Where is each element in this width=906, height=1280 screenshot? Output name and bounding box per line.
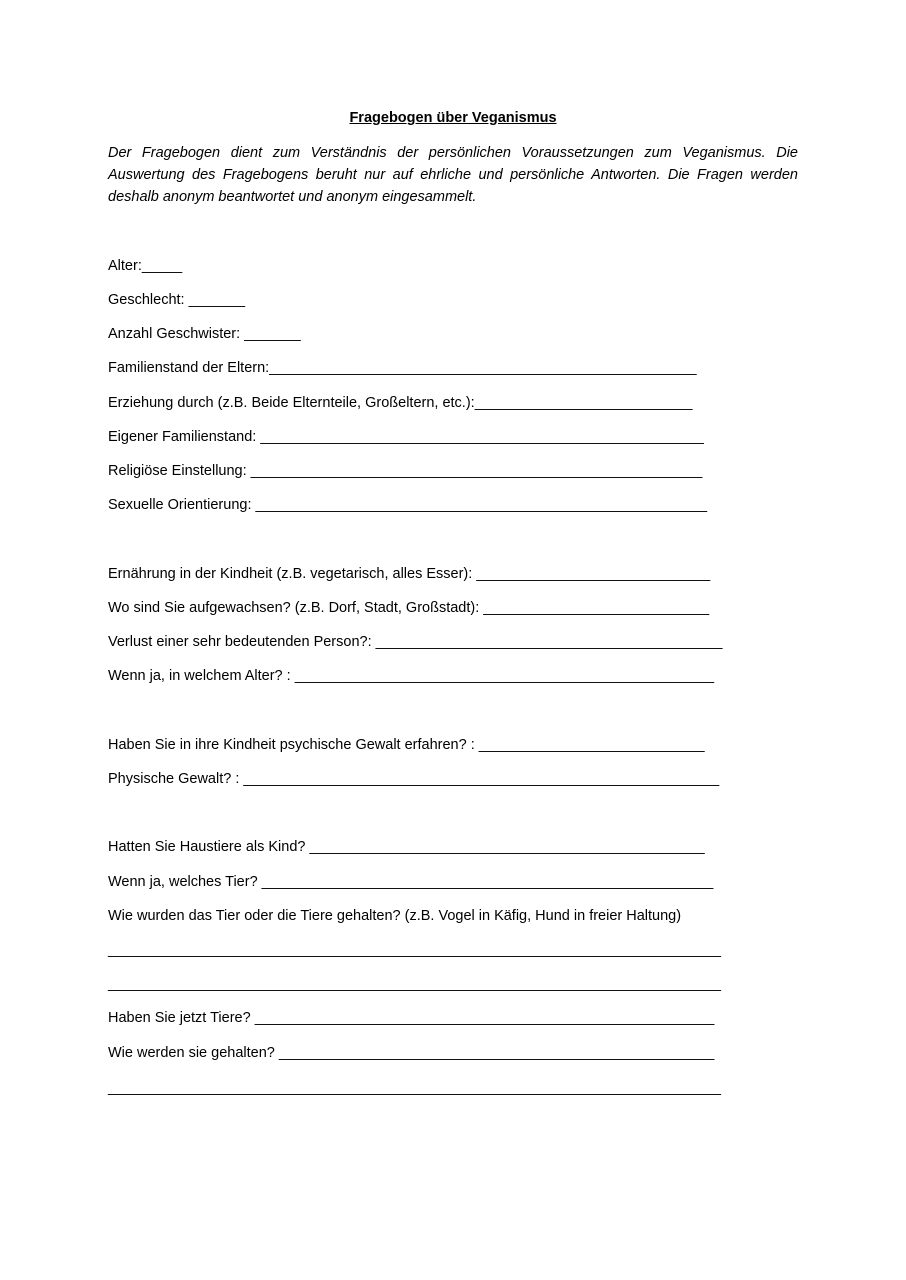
field-which-animal: Wenn ja, welches Tier? ________________________________________________________	[108, 874, 714, 890]
field-religion: Religiöse Einstellung: ________________________________________________________	[108, 463, 703, 479]
field-orientation: Sexuelle Orientierung: ________________________________________________________	[108, 497, 708, 513]
field-parents-marital-status: Familienstand der Eltern:_____________________________________________________	[108, 360, 697, 376]
field-animal-keeping: Wie wurden das Tier oder die Tiere gehalten? (z.B. Vogel in Käfig, Hund in freier Haltung)	[108, 908, 682, 924]
answer-line-1: ____________________________________________________________________________	[108, 942, 721, 958]
field-upbringing: Erziehung durch (z.B. Beide Elternteile, Großeltern, etc.):___________________________	[108, 395, 693, 411]
field-pets-now: Haben Sie jetzt Tiere? _________________________________________________________	[108, 1010, 715, 1026]
field-childhood-diet: Ernährung in der Kindheit (z.B. vegetarisch, alles Esser): _____________________________	[108, 566, 711, 582]
field-loss: Verlust einer sehr bedeutenden Person?: ___________________________________________	[108, 634, 723, 650]
intro-paragraph: Der Fragebogen dient zum Verständnis der persönlichen Voraussetzungen zum Veganismus. Die Auswertung des Fragebogens beruht nur auf ehrliche und persönliche Antworten. Die Fragen werden deshalb anonym beantwortet und anonym eingesammelt.	[108, 145, 798, 205]
field-siblings: Anzahl Geschwister: _______	[108, 326, 301, 342]
field-age: Alter:_____	[108, 258, 183, 274]
answer-line-2: ____________________________________________________________________________	[108, 976, 721, 992]
field-physical-violence: Physische Gewalt? : ___________________________________________________________	[108, 771, 720, 787]
document-title: Fragebogen über Veganismus	[349, 110, 557, 126]
field-gender: Geschlecht: _______	[108, 292, 246, 308]
field-loss-age: Wenn ja, in welchem Alter? : ____________________________________________________	[108, 668, 715, 684]
field-grew-up: Wo sind Sie aufgewachsen? (z.B. Dorf, Stadt, Großstadt): ____________________________	[108, 600, 710, 616]
field-keeping-now: Wie werden sie gehalten? ______________________________________________________	[108, 1045, 715, 1061]
field-pets-child: Hatten Sie Haustiere als Kind? _________________________________________________	[108, 839, 705, 855]
field-psychological-violence: Haben Sie in ihre Kindheit psychische Gewalt erfahren? : ____________________________	[108, 737, 705, 753]
answer-line-3: ____________________________________________________________________________	[108, 1080, 721, 1096]
field-own-marital-status: Eigener Familienstand: _______________________________________________________	[108, 429, 704, 445]
